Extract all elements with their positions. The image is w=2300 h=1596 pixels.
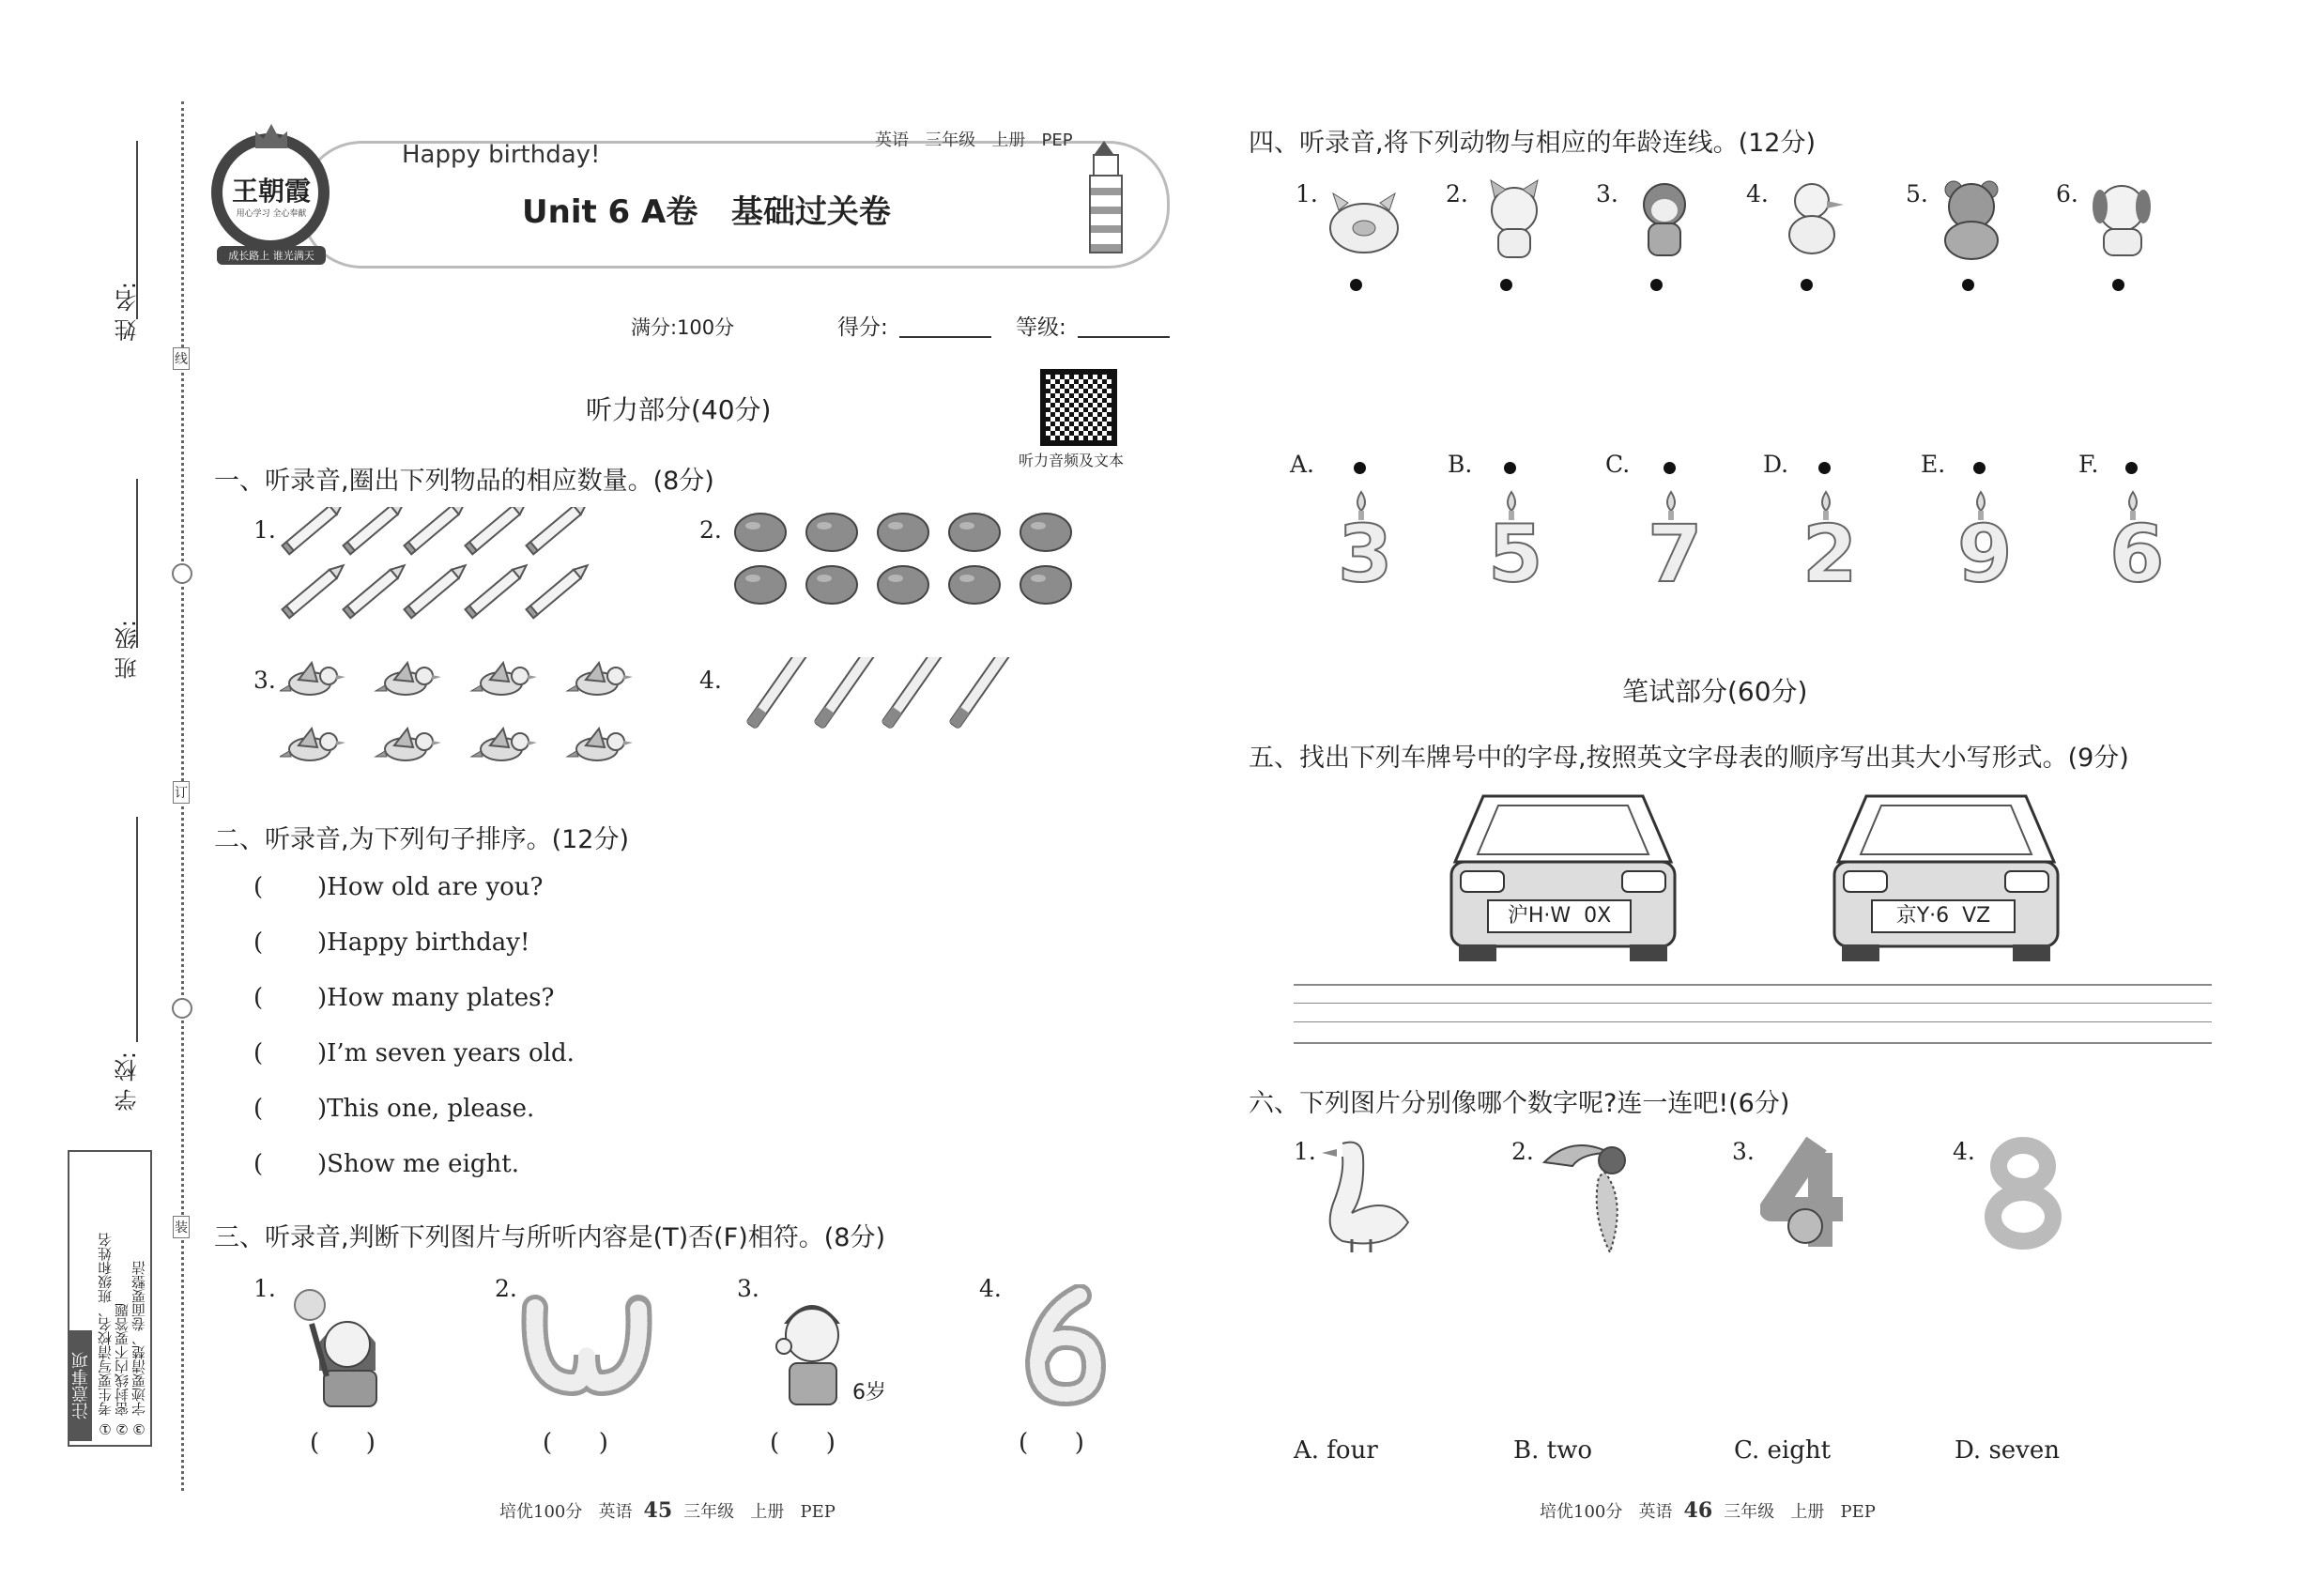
tf-answer-blank[interactable]: ( ) [543,1429,608,1457]
meta-volume: 上册 [991,130,1026,150]
egg-icon [806,566,857,604]
tf-answer-blank[interactable]: ( ) [310,1429,376,1457]
q2-sentence-row[interactable] [253,873,575,928]
notice-box [68,1150,152,1447]
connect-dot[interactable] [1354,462,1366,474]
meta-edition: PEP [1041,130,1073,150]
tf-answer-blank[interactable]: ( ) [770,1429,836,1457]
connect-dot[interactable] [1818,462,1831,474]
sentence-text: I’m seven years old. [327,1039,575,1067]
bird-icon [376,663,441,695]
age-label: 6岁 [852,1381,886,1404]
page-number: 45 [643,1498,673,1523]
monkey-icon [1622,176,1707,261]
q1-item-num: 1. [253,516,276,544]
notice-item: ① 考生要写清校名、班级和姓名 [97,1233,114,1437]
sentence-text: This one, please. [327,1095,535,1123]
pencil-icon [466,507,530,554]
connect-dot[interactable] [2125,462,2138,474]
bird-icon [280,663,345,695]
qr-caption: 听力音频及文本 [1019,452,1125,469]
letter-w-icon [521,1294,652,1397]
connect-dot[interactable] [1801,279,1813,291]
bird-icon [376,729,441,760]
sentence-text: Happy birthday! [327,928,530,957]
bird-icon [280,729,345,760]
grade-input[interactable] [1078,336,1170,338]
q1-item-num: 3. [253,667,276,694]
animal-num: 2. [1446,180,1468,207]
scissors-icon [172,998,192,1019]
egg-icon [735,566,786,604]
q2-sentence-row[interactable] [253,1039,575,1095]
header-meta [875,127,1073,151]
candle-digit: 5 [1488,508,1543,600]
grade-label: 等级: [1016,315,1066,340]
license-plate: 京Y·6 VZ [1871,899,2016,933]
score-input[interactable] [899,336,991,338]
number-six-icon [1019,1284,1112,1406]
footer-left [499,1498,836,1523]
connect-dot[interactable] [1500,279,1512,291]
name-label: 姓 名: [115,282,141,342]
age-label: C. [1605,451,1631,478]
number-eight-icon [1976,1134,2070,1256]
q6-option: D. seven [1955,1436,2060,1465]
animal-num: 4. [1746,180,1769,207]
school-field-line[interactable] [136,817,138,1042]
unit-title-en: Happy birthday! [402,141,601,169]
pencil-icon [283,507,347,554]
q1-item-num: 4. [699,667,722,694]
footer-right [1540,1498,1876,1523]
toucan-icon [1535,1134,1648,1256]
q1-birds [280,657,655,789]
candle-digit: 3 [1338,508,1393,600]
q4-title: 四、听录音,将下列动物与相应的年龄连线。(12分) [1249,129,1817,158]
q6-title: 六、下列图片分别像哪个数字呢?连一连吧!(6分) [1249,1089,1790,1118]
candle-digit: 9 [1957,508,2013,600]
q1-title: 一、听录音,圈出下列物品的相应数量。(8分) [214,467,714,496]
notice-item: ③ 字迹要清楚、卷面要整洁 [130,1261,147,1437]
pencil-icon [405,561,469,619]
goose-icon [1314,1134,1418,1256]
connect-dot[interactable] [2112,279,2124,291]
car-icon [1829,787,2063,965]
dog-icon [2079,176,2164,261]
sentence-text: How old are you? [327,873,544,901]
bird-icon [567,663,633,695]
q6-item-num: 1. [1294,1138,1316,1165]
q3-item-num: 4. [979,1275,1002,1302]
brand-sub: 用心学习 全心奉献 [236,209,307,219]
animal-num: 1. [1296,180,1318,207]
candle-digit: 6 [2109,508,2165,600]
age-options [1288,451,2180,610]
duck-icon [1772,176,1857,261]
scissors-icon [172,563,192,584]
q1-pencils [277,507,596,648]
egg-icon [949,566,1000,604]
q6-item-num: 4. [1953,1138,1975,1165]
age-label: A. [1290,451,1315,478]
order-blank[interactable]: ( ) [253,873,328,901]
pencil-icon [527,507,591,554]
license-plate: 沪H·W 0X [1487,899,1632,933]
pencil-icon [344,561,408,619]
cut-mark-xian: 线 [173,347,190,370]
egg-icon [806,514,857,551]
q3-item-num: 2. [495,1275,517,1302]
pen-icon [949,657,1020,729]
q6-item-num: 2. [1511,1138,1534,1165]
egg-icon [949,514,1000,551]
age-label: D. [1763,451,1789,478]
brand-tagline: 成长路上 谁光满天 [217,246,326,265]
cut-mark-zhuang: 装 [173,1216,190,1238]
school-label: 学 校: [115,1051,141,1112]
bird-icon [471,729,537,760]
sentence-text: How many plates? [327,984,555,1012]
footer-book: 培优100分 英语 [499,1502,633,1522]
q6-option: C. eight [1734,1436,1832,1465]
q6-item-num: 3. [1732,1138,1755,1165]
order-blank[interactable]: ( ) [253,1039,328,1067]
listening-header: 听力部分(40分) [586,394,772,425]
crown-icon [255,124,287,148]
car-icon [1446,787,1680,965]
q2-sentence-row[interactable] [253,1150,575,1205]
q3-item-num: 1. [253,1275,276,1302]
page-number: 46 [1683,1498,1713,1523]
q1-item-num: 2. [699,516,722,544]
connect-dot[interactable] [1650,279,1663,291]
egg-icon [735,514,786,551]
lighthouse-icon [1085,141,1123,252]
order-blank[interactable]: ( ) [253,928,328,957]
bird-icon [471,663,537,695]
q2-sentences [253,873,575,1205]
egg-icon [878,566,928,604]
girl-waving-icon [282,1286,404,1408]
brand-name: 王朝霞 [231,176,311,207]
footer-grade: 三年级 上册 PEP [1724,1502,1876,1522]
order-blank[interactable]: ( ) [253,1095,328,1123]
binding-strip [0,0,197,1596]
pen-icon [814,657,885,729]
candle-digit: 2 [1802,508,1858,600]
connect-dot[interactable] [1664,462,1676,474]
meta-grade: 三年级 [925,130,976,150]
order-blank[interactable]: ( ) [253,984,328,1012]
qr-code[interactable] [1040,369,1117,446]
egg-icon [1020,566,1071,604]
animal-num: 5. [1906,180,1928,207]
connect-dot[interactable] [1504,462,1516,474]
q3-item-num: 3. [737,1275,759,1302]
pencil-icon [344,507,408,554]
meta-subject: 英语 [875,130,909,150]
cut-mark-ding: 订 [173,781,190,804]
q2-sentence-row[interactable] [253,1095,575,1150]
brand-logo [211,124,333,265]
age-label: B. [1448,451,1473,478]
egg-icon [878,514,928,551]
number-four-icon [1760,1134,1863,1256]
q2-title: 二、听录音,为下列句子排序。(12分) [214,825,630,854]
pencil-icon [527,561,591,619]
animal-num: 6. [2056,180,2078,207]
bird-icon [567,729,633,760]
pencil-icon [466,561,530,619]
pencil-icon [405,507,469,554]
age-label: E. [1921,451,1946,478]
class-label: 班 级: [115,620,141,680]
connect-dot[interactable] [1350,279,1362,291]
footer-grade: 三年级 上册 PEP [683,1502,836,1522]
pen-icon [746,657,818,729]
pen-icon [882,657,953,729]
full-score: 满分:100分 [631,316,735,339]
q1-pens [723,657,1080,779]
q2-sentence-row[interactable] [253,928,575,984]
q6-option: A. four [1294,1436,1378,1465]
order-blank[interactable]: ( ) [253,1150,328,1178]
candle-digit: 7 [1648,508,1703,600]
cat-icon [1472,176,1556,261]
tf-answer-blank[interactable]: ( ) [1019,1429,1084,1457]
writing-header: 笔试部分(60分) [1622,676,1808,707]
q6-option: B. two [1513,1436,1592,1465]
bear-icon [1929,176,2014,261]
pencil-icon [283,561,347,619]
writing-lines[interactable] [1294,984,2212,1048]
q1-eggs [732,512,1089,624]
notice-item: ② 密封线内不要答题 [114,1303,130,1437]
unit-title: Unit 6 A卷 基础过关卷 [522,193,891,231]
age-label: F. [2078,451,2099,478]
pig-icon [1322,176,1406,261]
notice-title: 注意事项 [69,1330,92,1441]
egg-icon [1020,514,1071,551]
animal-num: 3. [1596,180,1618,207]
q2-sentence-row[interactable] [253,984,575,1039]
sentence-text: Show me eight. [327,1150,519,1178]
connect-dot[interactable] [1973,462,1986,474]
footer-book: 培优100分 英语 [1540,1502,1673,1522]
q5-title: 五、找出下列车牌号中的字母,按照英文字母表的顺序写出其大小写形式。(9分) [1249,744,2129,773]
score-label: 得分: [837,315,888,340]
q3-title: 三、听录音,判断下列图片与所听内容是(T)否(F)相符。(8分) [214,1223,885,1252]
connect-dot[interactable] [1962,279,1974,291]
